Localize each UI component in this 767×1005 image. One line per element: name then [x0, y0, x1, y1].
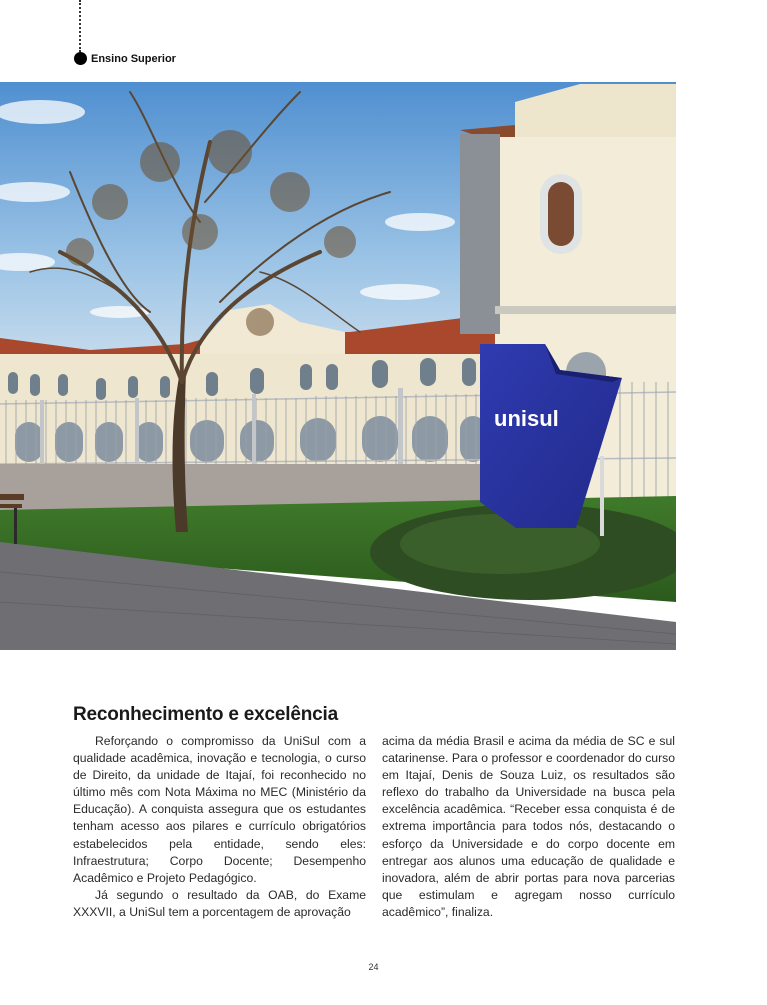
page-number: 24	[368, 962, 379, 972]
sign-text: unisul	[494, 406, 559, 431]
dotted-rule	[79, 0, 81, 52]
campus-photo	[0, 82, 676, 650]
article-column-right	[382, 733, 675, 921]
article-column-left	[73, 733, 366, 921]
section-label: Ensino Superior	[91, 52, 176, 65]
paragraph: acima da média Brasil e acima da média de SC e sul catarinense. Para o professor e coordenador do curso em Itajaí, Denis de Souza Luiz, os resultados são reflexo do trabalho da Universidade na busca pela excelência acadêmica. “Receber essa conquista é de extrema importância para todos nós, destacando o esforço da Universidade e do corpo docente em entregar aos alunos uma educação de qualidade e inovadora, além de abrir portas para nova parcerias que estimulam e agregam nosso currículo acadêmico”, finaliza.	[382, 734, 675, 919]
paragraph: Já segundo o resultado da OAB, do Exame XXXVII, a UniSul tem a porcentagem de aprovação	[73, 887, 366, 919]
paragraph: Reforçando o compromisso da UniSul com a qualidade acadêmica, inovação e tecnologia, o curso de Direito, da unidade de Itajaí, foi reconhecido no último mês com Nota Máxima no MEC (Ministério da Educação). A conquista assegura que os estudantes tenham acesso aos pilares e currículo obrigatórios estabelecidos pela entidade, sendo eles: Infraestrutura; Corpo Docente; Desempenho Acadêmico e Projeto Pedagógico.	[73, 734, 366, 885]
article-heading: Reconhecimento e excelência	[73, 704, 338, 725]
bullet-icon	[74, 52, 87, 65]
section-tag	[74, 52, 176, 65]
